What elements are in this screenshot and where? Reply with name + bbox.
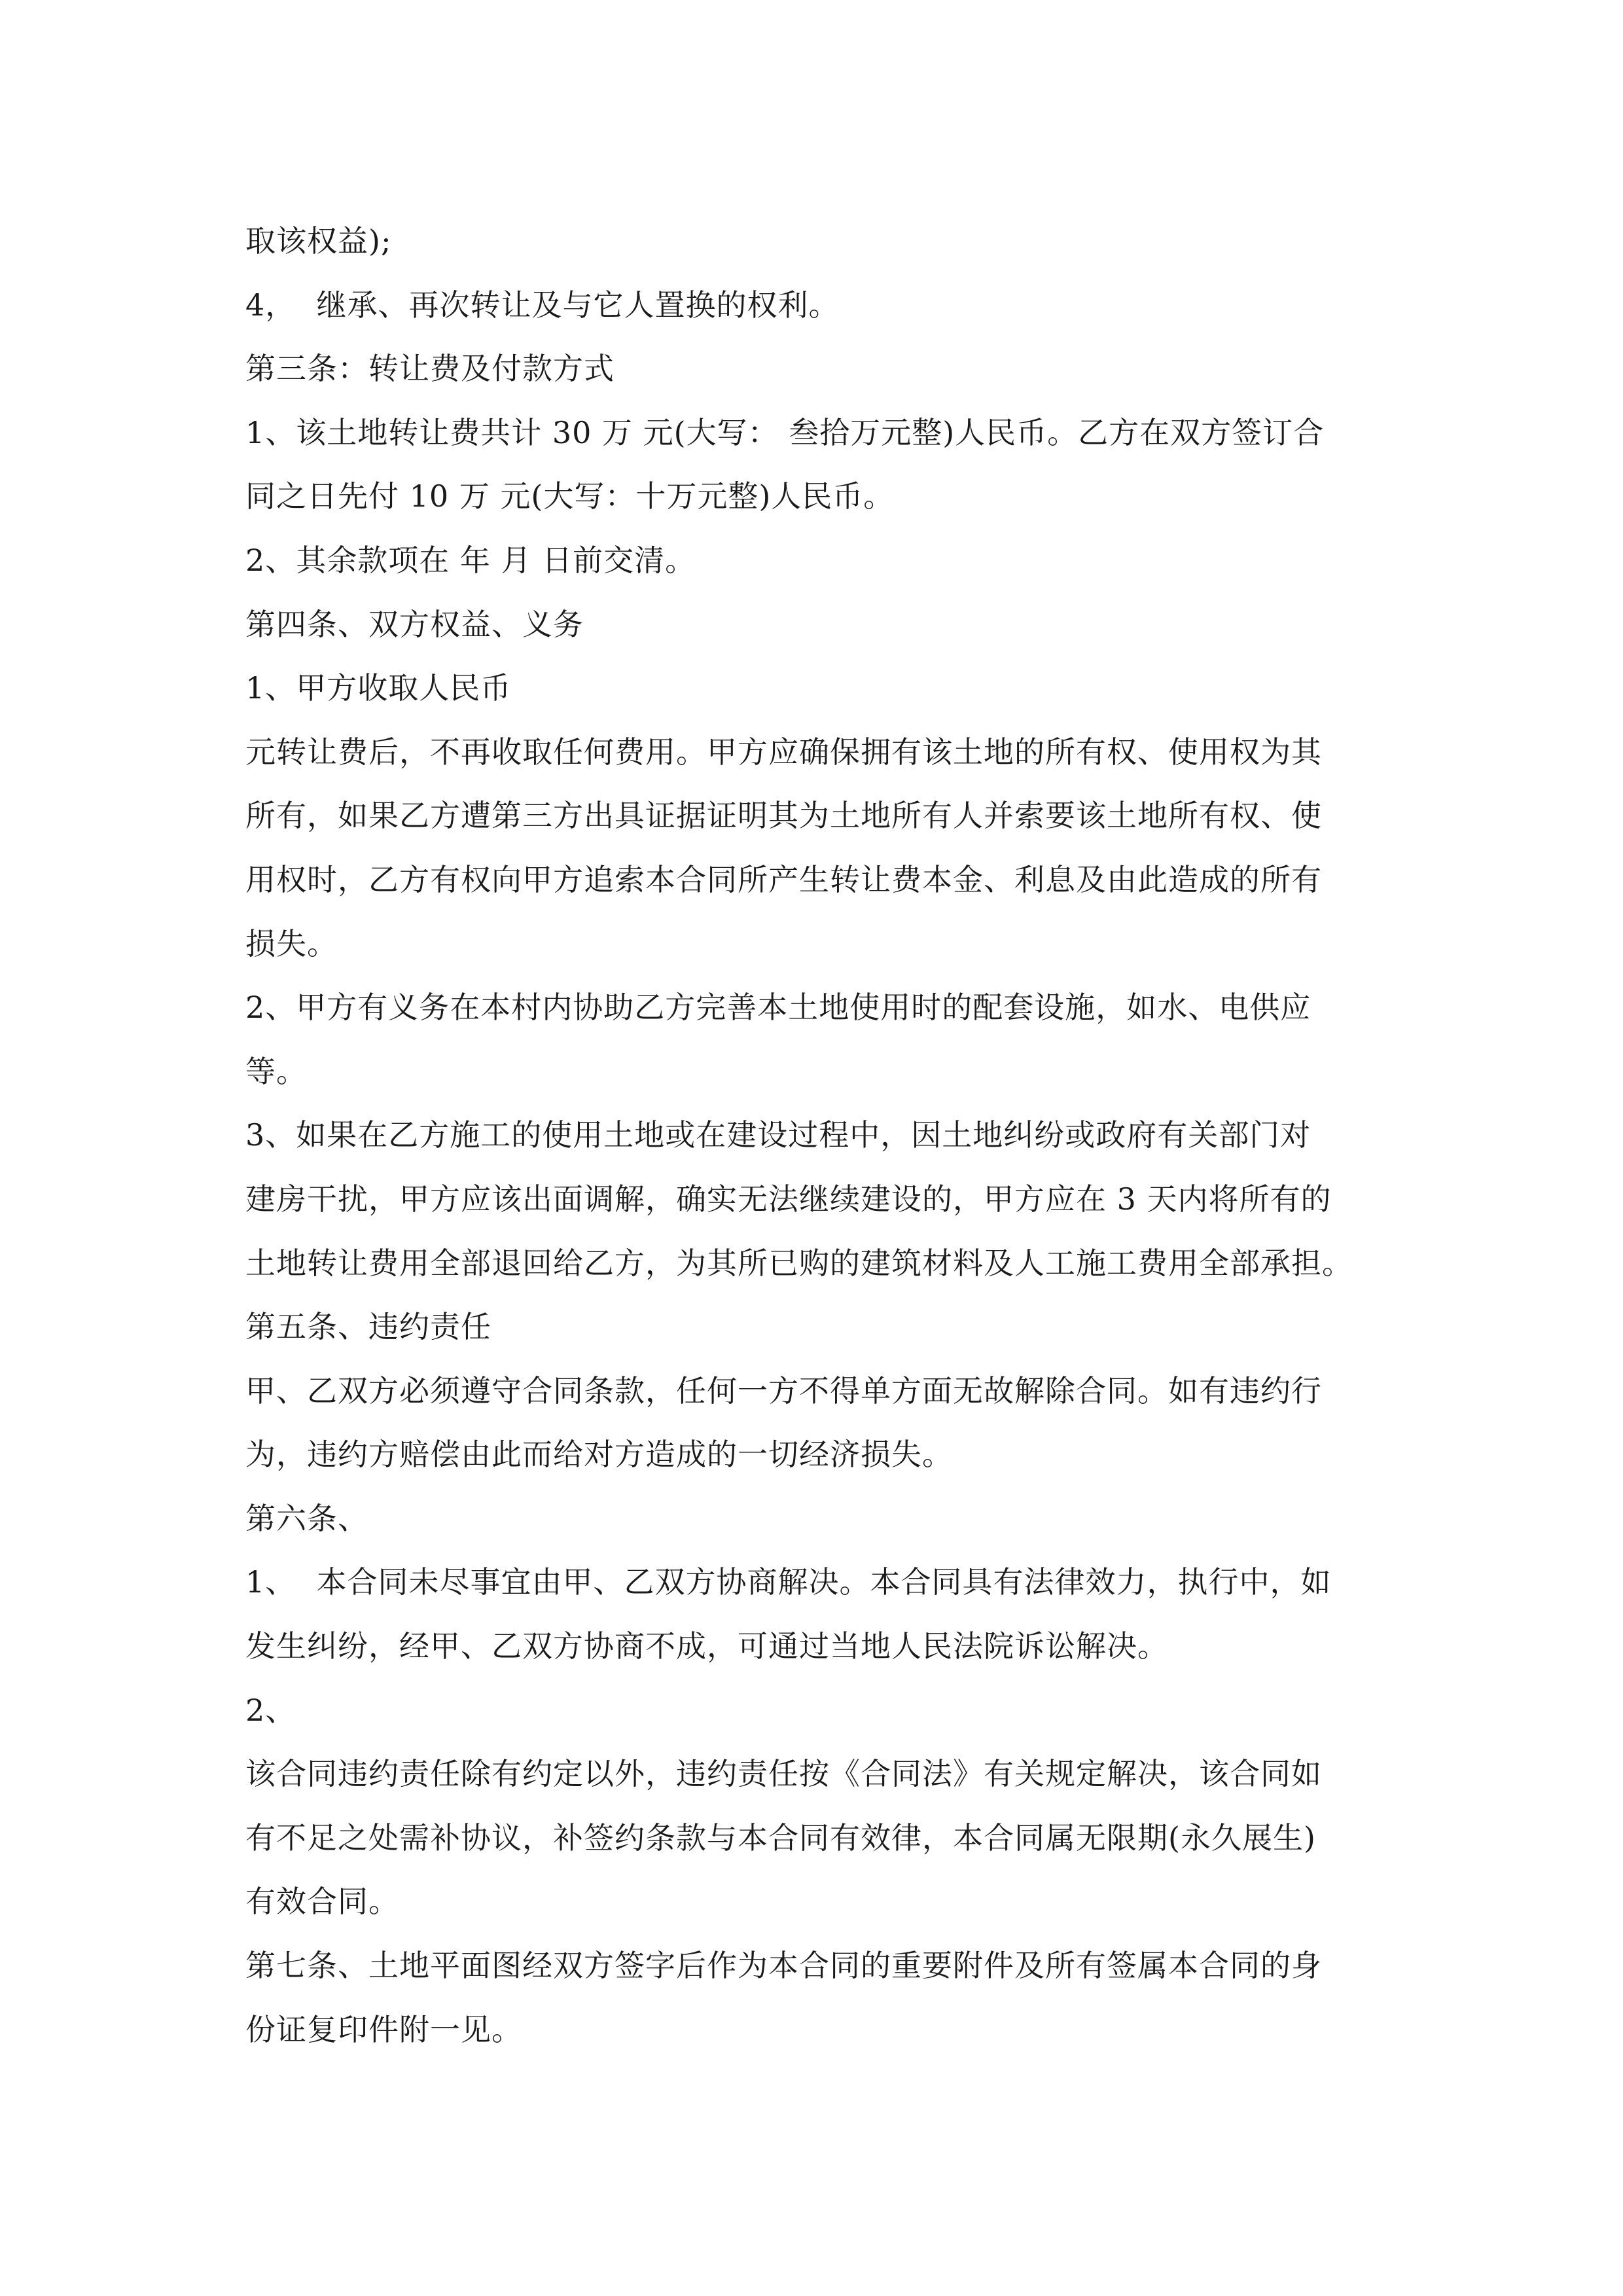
text-line: 用权时，乙方有权向甲方追索本合同所产生转让费本金、利息及由此造成的所有	[245, 861, 1322, 897]
text-line: 同之日先付 10 万 元(大写：十万元整)人民币。	[245, 478, 895, 514]
text-line: 该合同违约责任除有约定以外，违约责任按《合同法》有关规定解决，该合同如	[245, 1756, 1322, 1792]
text-line: 所有，如果乙方遭第三方出具证据证明其为土地所有人并索要该土地所有权、使	[245, 798, 1322, 834]
text-line: 2、甲方有义务在本村内协助乙方完善本土地使用时的配套设施，如水、电供应	[245, 990, 1311, 1026]
text-line: 有不足之处需补协议，补签约条款与本合同有效律，本合同属无限期(永久展生)	[245, 1820, 1316, 1856]
article-heading: 第六条、	[245, 1500, 368, 1536]
article-heading: 第五条、违约责任	[245, 1309, 491, 1345]
text-line: 3、如果在乙方施工的使用土地或在建设过程中，因土地纠纷或政府有关部门对	[245, 1117, 1311, 1153]
article-heading: 第三条：转让费及付款方式	[245, 351, 615, 387]
text-line: 为，违约方赔偿由此而给对方造成的一切经济损失。	[245, 1437, 953, 1473]
text-line: 份证复印件附一见。	[245, 2011, 522, 2047]
text-line: 2、	[245, 1692, 296, 1728]
text-line: 取该权益);	[245, 223, 392, 259]
contract-text	[245, 209, 1423, 2062]
text-line: 1、甲方收取人民币	[245, 670, 512, 706]
text-line: 1、 本合同未尽事宜由甲、乙双方协商解决。本合同具有法律效力，执行中，如	[245, 1564, 1332, 1600]
article-heading: 第七条、土地平面图经双方签字后作为本合同的重要附件及所有签属本合同的身	[245, 1948, 1322, 1984]
text-line: 2、其余款项在 年 月 日前交清。	[245, 542, 696, 578]
article-heading: 第四条、双方权益、义务	[245, 606, 584, 642]
text-line: 有效合同。	[245, 1884, 399, 1920]
text-line: 1、该土地转让费共计 30 万 元(大写： 叁拾万元整)人民币。乙方在双方签订合	[245, 414, 1325, 450]
text-line: 建房干扰，甲方应该出面调解，确实无法继续建设的，甲方应在 3 天内将所有的	[245, 1181, 1332, 1217]
text-line: 土地转让费用全部退回给乙方，为其所已购的建筑材料及人工施工费用全部承担。	[245, 1245, 1353, 1281]
text-line: 甲、乙双方必须遵守合同条款，任何一方不得单方面无故解除合同。如有违约行	[245, 1372, 1322, 1408]
text-line: 等。	[245, 1053, 307, 1089]
text-line: 损失。	[245, 925, 338, 961]
text-line: 元转让费后，不再收取任何费用。甲方应确保拥有该土地的所有权、使用权为其	[245, 734, 1322, 770]
text-line: 发生纠纷，经甲、乙双方协商不成，可通过当地人民法院诉讼解决。	[245, 1628, 1168, 1664]
text-line: 4， 继承、再次转让及与它人置换的权利。	[245, 287, 840, 323]
